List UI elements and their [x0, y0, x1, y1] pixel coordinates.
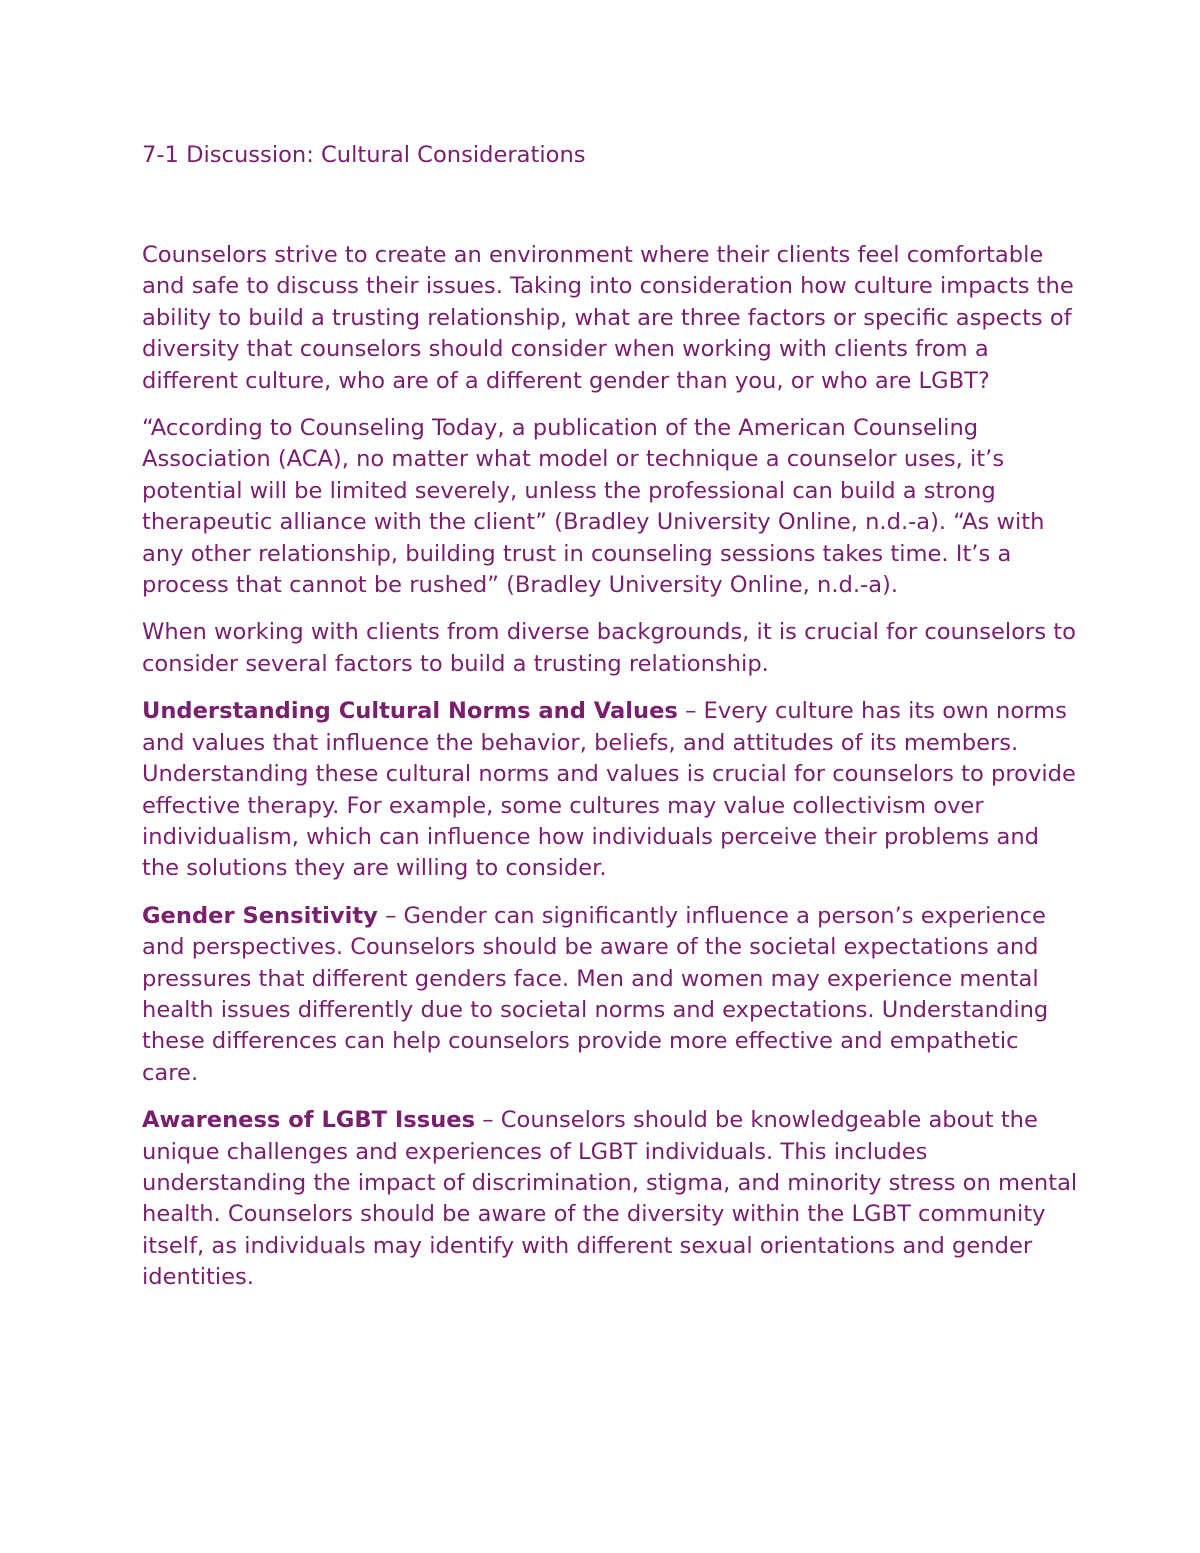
intro-paragraph: When working with clients from diverse backgrounds, it is crucial for counselors to consider several factors to build a trusting relationship.: [142, 619, 1076, 677]
section-gender-sensitivity: [142, 901, 1080, 1089]
section-body: – Counselors should be knowledgeable about the unique challenges and experiences of LGBT individuals. This includes understanding the impact of discrimination, stigma, and minority stress on mental health. Counselors should be aware of the diversity within the LGBT community itself, as individuals may identify with different sexual orientations and gender identities.: [142, 1107, 1078, 1291]
section-heading: Gender Sensitivity: [142, 902, 378, 929]
section-heading: Awareness of LGBT Issues: [142, 1107, 476, 1134]
section-body: – Gender can significantly influence a person’s experience and perspectives. Counselors should be aware of the societal expectations and pressures that different genders face. Men and women may experience mental health issues differently due to societal norms and expectations. Understanding these differences can help counselors provide more effective and empathetic care.: [142, 902, 1049, 1086]
quote-paragraph: “According to Counseling Today, a publication of the American Counseling Association (ACA), no matter what model or technique a counselor uses, it’s potential will be limited severely, unless the professional can build a strong therapeutic alliance with the client” (Bradley University Online, n.d.-a). “As with any other relationship, building trust in counseling sessions takes time. It’s a process that cannot be rushed” (Bradley University Online, n.d.-a).: [142, 415, 1045, 599]
section-body: – Every culture has its own norms and values that influence the behavior, beliefs, and attitudes of its members. Understanding these cultural norms and values is crucial for counselors to provide effective therapy. For example, some cultures may value collectivism over individualism, which can influence how individuals perceive their problems and the solutions they are willing to consider.: [142, 698, 1076, 882]
document-title: 7-1 Discussion: Cultural Considerations: [142, 142, 586, 168]
discussion-prompt: Counselors strive to create an environment where their clients feel comfortable and safe to discuss their issues. Taking into consideration how culture impacts the ability to build a trusting relationship, what are three factors or specific aspects of diversity that counselors should consider when working with clients from a different culture, who are of a different gender than you, or who are LGBT?: [142, 242, 1074, 394]
section-lgbt-awareness: [142, 1105, 1080, 1293]
section-cultural-norms: [142, 696, 1080, 884]
section-heading: Understanding Cultural Norms and Values: [142, 698, 678, 725]
